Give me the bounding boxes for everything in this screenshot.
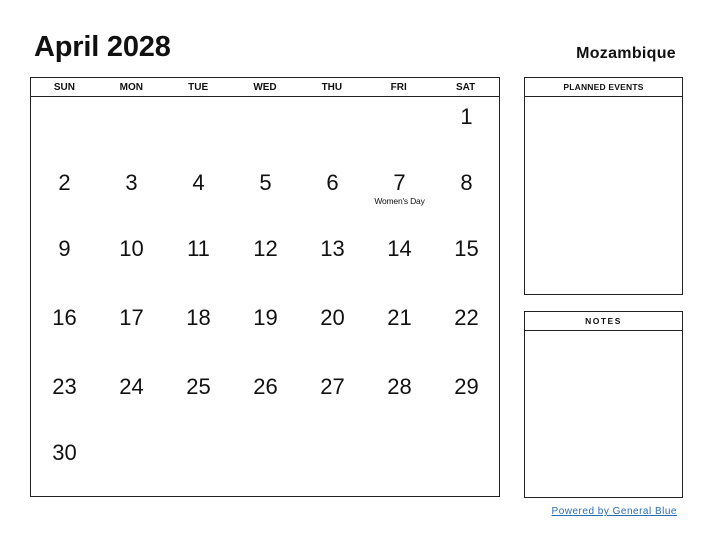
day-cell-16 <box>31 306 98 330</box>
day-cell-17 <box>98 306 165 330</box>
page-title: April 2028 <box>34 31 171 63</box>
notes-heading: NOTES <box>525 312 682 331</box>
day-number: 4 <box>192 170 205 195</box>
weekday-mon: MON <box>119 82 143 93</box>
notes-panel <box>524 311 683 498</box>
day-number: 27 <box>320 374 345 399</box>
calendar-grid <box>30 77 500 497</box>
planned-events-panel <box>524 77 683 295</box>
day-number: 3 <box>125 170 138 195</box>
day-cell-26 <box>232 375 299 399</box>
day-number: 28 <box>387 374 412 399</box>
day-number: 25 <box>186 374 211 399</box>
day-number: 9 <box>58 236 71 261</box>
day-number: 11 <box>187 236 210 261</box>
day-cell-19 <box>232 306 299 330</box>
weekday-header <box>31 78 499 97</box>
day-cell-5 <box>232 171 299 195</box>
day-cell-22 <box>433 306 500 330</box>
day-cell-4 <box>165 171 232 195</box>
day-cell-8 <box>433 171 500 195</box>
day-number: 14 <box>387 236 412 261</box>
day-number: 12 <box>253 236 278 261</box>
day-number: 29 <box>454 374 479 399</box>
day-number: 18 <box>186 305 211 330</box>
day-cell-30 <box>31 441 98 465</box>
weekday-fri: FRI <box>390 82 407 93</box>
day-cell-27 <box>299 375 366 399</box>
day-number: 16 <box>52 305 77 330</box>
holiday-label: Women's Day <box>374 196 425 206</box>
day-number: 6 <box>326 170 339 195</box>
day-cell-11 <box>165 237 232 261</box>
day-number: 24 <box>119 374 144 399</box>
day-number: 8 <box>460 170 473 195</box>
weekday-tue: TUE <box>188 82 209 93</box>
day-number: 5 <box>259 170 272 195</box>
day-cell-15 <box>433 237 500 261</box>
day-cell-23 <box>31 375 98 399</box>
day-number: 20 <box>320 305 345 330</box>
day-cell-25 <box>165 375 232 399</box>
day-number: 13 <box>320 236 345 261</box>
day-cell-18 <box>165 306 232 330</box>
day-cell-3 <box>98 171 165 195</box>
day-cell-28 <box>366 375 433 399</box>
weekday-thu: THU <box>321 82 343 93</box>
day-number: 23 <box>52 374 77 399</box>
day-number: 7 <box>393 170 406 195</box>
day-cell-9 <box>31 237 98 261</box>
planned-events-heading: PLANNED EVENTS <box>525 78 682 97</box>
country-label: Mozambique <box>576 45 676 62</box>
day-cell-2 <box>31 171 98 195</box>
day-cell-1 <box>433 105 500 129</box>
weekday-sat: SAT <box>455 82 476 93</box>
day-cell-13 <box>299 237 366 261</box>
day-number: 22 <box>454 305 479 330</box>
day-cell-20 <box>299 306 366 330</box>
day-cell-14 <box>366 237 433 261</box>
day-number: 2 <box>58 170 71 195</box>
day-number: 17 <box>119 305 144 330</box>
day-cell-6 <box>299 171 366 195</box>
day-cell-21 <box>366 306 433 330</box>
powered-by-link[interactable]: Powered by General Blue <box>551 506 677 517</box>
day-cell-29 <box>433 375 500 399</box>
day-number: 15 <box>454 236 479 261</box>
day-cell-12 <box>232 237 299 261</box>
weekday-sun: SUN <box>53 82 75 93</box>
day-cell-24 <box>98 375 165 399</box>
day-number: 19 <box>253 305 278 330</box>
day-number: 26 <box>253 374 278 399</box>
weekday-wed: WED <box>253 82 277 93</box>
day-cell-7 <box>366 171 433 206</box>
day-number: 30 <box>52 440 77 465</box>
day-number: 21 <box>387 305 412 330</box>
day-number: 1 <box>460 104 473 129</box>
day-cell-10 <box>98 237 165 261</box>
day-number: 10 <box>119 236 144 261</box>
